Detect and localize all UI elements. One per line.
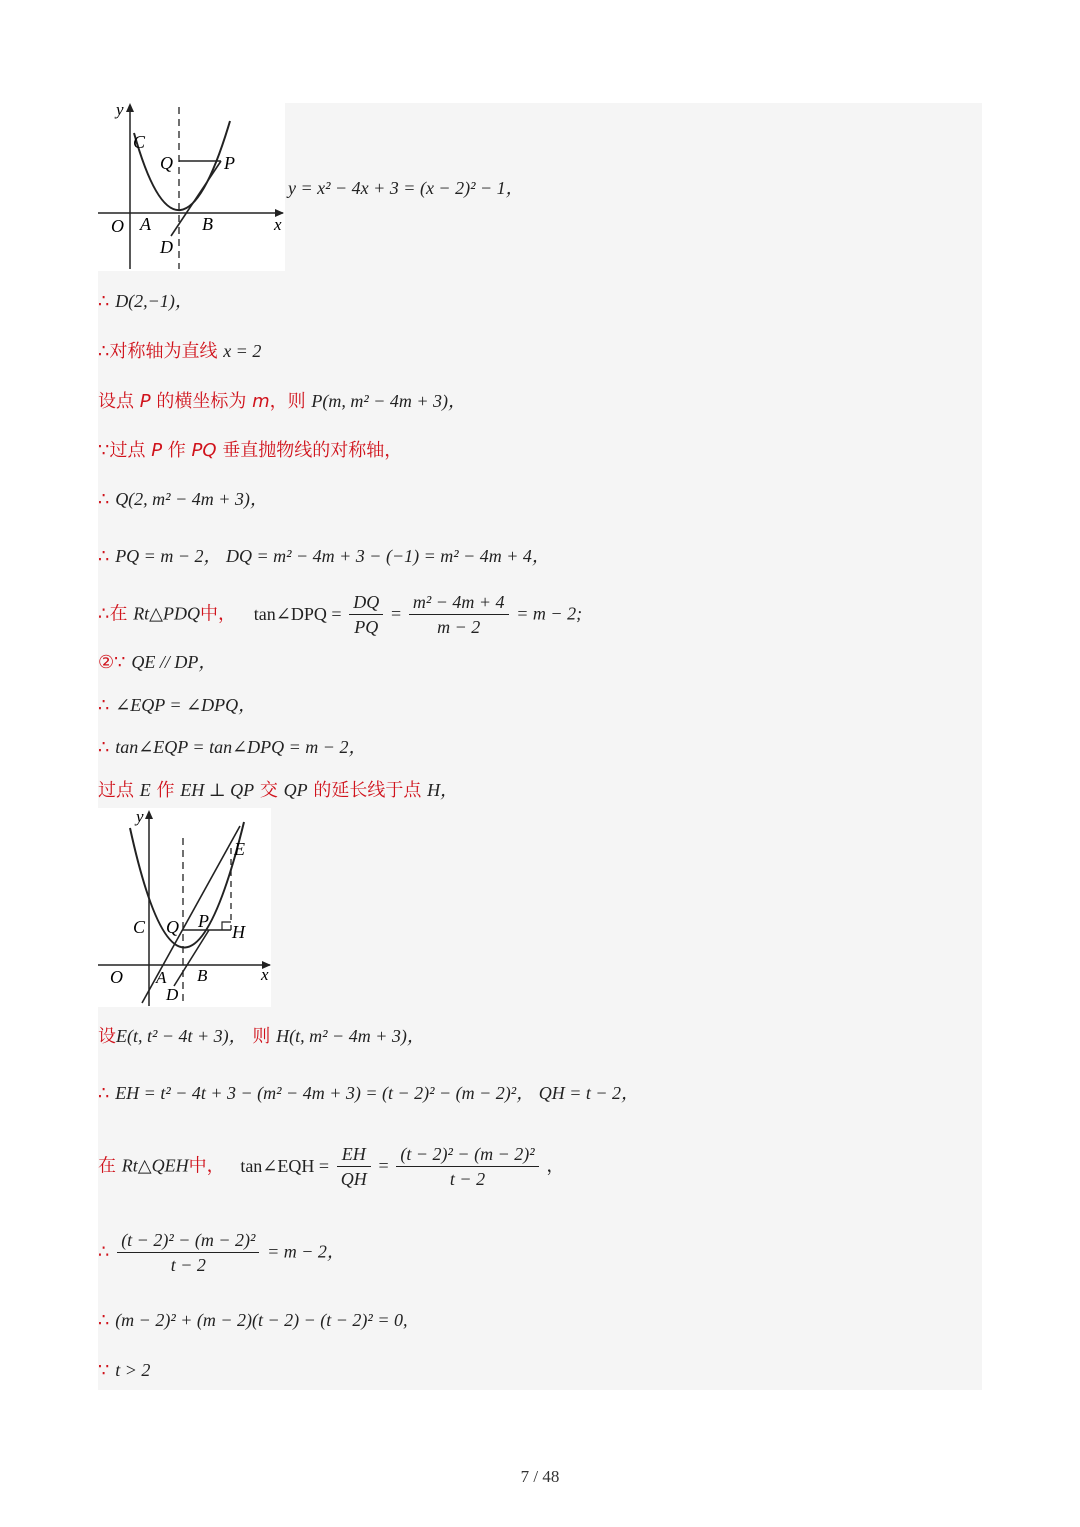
line-axis-symmetry (98, 340, 261, 363)
text-fragment: 中， (188, 1155, 225, 1177)
fraction-denominator: QH (340, 1169, 367, 1189)
parabola-equation: y = x² − 4x + 3 = (x − 2)² − 1， (288, 178, 524, 198)
line-tan-dpq (98, 590, 582, 639)
quadratic-math: (m − 2)² + (m − 2)(t − 2) − (t − 2)² = 0, (115, 1310, 408, 1330)
fraction-numerator: EH (337, 1142, 371, 1167)
fig2-label-x: x (261, 965, 269, 984)
fig1-label-p: P (224, 153, 235, 173)
because-symbol: ∵ (98, 1360, 110, 1381)
eh-qh-math: EH = t² − 4t + 3 − (m² − 4m + 3) = (t − 2)² − (m − 2)²， QH = t − 2， (115, 1083, 639, 1103)
text-fragment: 在 (109, 603, 128, 625)
fraction-denominator: t − 2 (449, 1169, 486, 1189)
tan-expression: tan∠DPQ = (253, 603, 342, 624)
line-point-q (98, 488, 268, 511)
text-fragment: 作 (156, 780, 175, 801)
therefore-symbol: ∴ (98, 341, 110, 362)
text-fragment: QP (283, 780, 308, 800)
line-eh-qh (98, 1082, 639, 1105)
text-fragment: 交 (259, 780, 278, 801)
equals-sign: = (390, 603, 402, 624)
fig1-label-c: C (133, 132, 146, 152)
triangle-name: Rt△PDQ (133, 603, 201, 624)
fraction-numerator: m² − 4m + 4 (409, 590, 509, 615)
text-fragment: PQ (191, 440, 217, 461)
axis-math: x = 2 (223, 341, 262, 361)
line-qe-parallel (98, 651, 216, 674)
fig2-label-b: B (197, 966, 208, 985)
fig1-label-x: x (274, 215, 282, 234)
therefore-symbol: ∴ (98, 695, 110, 716)
line-quadratic (98, 1309, 407, 1332)
line-vertex-d (98, 290, 193, 313)
text-fragment: 则 (252, 1026, 271, 1047)
fig2-label-p: P (198, 911, 209, 931)
line-pq-dq (98, 545, 550, 568)
line-eh-perpendicular (98, 779, 458, 802)
line-tan-eqh (98, 1142, 564, 1191)
text-fragment: 过点 (109, 440, 146, 461)
text-fragment: 的横坐标为 (156, 391, 247, 412)
fig2-label-q: Q (166, 917, 179, 937)
therefore-symbol: ∴ (98, 1241, 110, 1263)
therefore-symbol: ∴ (98, 291, 110, 312)
parabola-figure-1 (98, 103, 285, 271)
line-tan-eqp (98, 736, 366, 759)
because-symbol: ∵ (98, 440, 110, 461)
line-set-e-h (98, 1025, 425, 1048)
because-symbol: ∵ (114, 652, 126, 673)
tan-expression: tan∠EQH = (240, 1155, 330, 1176)
fig2-label-a: A (156, 968, 167, 987)
parallel-math: QE // DP， (131, 652, 217, 672)
text-fragment: 作 (167, 440, 186, 461)
fig2-label-e: E (234, 839, 245, 859)
fig2-label-c: C (133, 917, 146, 937)
fig2-label-h: H (232, 922, 245, 942)
text-fragment: 的延长线于点 (313, 780, 422, 801)
fraction-denominator: t − 2 (170, 1255, 206, 1275)
text-fragment: H， (427, 780, 459, 800)
fig1-label-o: O (111, 216, 124, 236)
fig1-label-y: y (116, 103, 124, 119)
fig1-label-a: A (140, 214, 151, 234)
fraction-denominator: PQ (354, 617, 379, 637)
axis-text: 对称轴为直线 (109, 341, 218, 362)
point-h-math: H(t, m² − 4m + 3)， (276, 1026, 425, 1046)
angle-math: ∠EQP = ∠DPQ， (115, 695, 257, 715)
fraction-m (409, 590, 509, 639)
result-expression: = m − 2， (267, 1241, 345, 1262)
fig1-label-q: Q (160, 153, 173, 173)
fig2-label-y: y (136, 808, 144, 826)
therefore-symbol: ∴ (98, 1310, 110, 1331)
equals-sign: = (378, 1155, 389, 1176)
fraction-eh-qh (337, 1142, 371, 1191)
triangle-name: Rt△QEH (121, 1155, 189, 1176)
pq-dq-math: PQ = m − 2， DQ = m² − 4m + 3 − (−1) = m² − 4m + 4， (115, 546, 550, 566)
parabola-graph-1 (98, 103, 285, 271)
text-fragment: ，则 (269, 391, 306, 412)
text-fragment: m (252, 391, 270, 412)
line-point-p (98, 390, 466, 413)
fraction-numerator: (t − 2)² − (m − 2)² (396, 1142, 538, 1167)
fraction-squares (396, 1142, 538, 1191)
text-fragment: E (139, 780, 151, 800)
parabola-figure-2 (98, 808, 271, 1007)
fig2-label-o: O (110, 967, 123, 987)
text-fragment: 中， (200, 603, 237, 625)
therefore-symbol: ∴ (98, 737, 110, 758)
perpendicular-math: EH ⊥ QP (180, 780, 255, 800)
text-fragment: P (151, 440, 163, 461)
fraction-numerator: DQ (349, 590, 383, 615)
therefore-symbol: ∴ (98, 546, 110, 567)
fraction-denominator: m − 2 (437, 617, 481, 637)
point-e-math: E(t, t² − 4t + 3)， (116, 1026, 247, 1046)
text-fragment: P (139, 391, 151, 412)
parabola-graph-2 (98, 808, 271, 1007)
punctuation: ， (546, 1155, 565, 1176)
therefore-symbol: ∴ (98, 489, 110, 510)
inequality-math: t > 2 (115, 1360, 151, 1380)
line-t-gt-2 (98, 1359, 150, 1382)
line-pq-perpendicular (98, 440, 402, 462)
page-number: 7 / 48 (520, 1467, 560, 1486)
text-fragment: 在 (98, 1155, 116, 1177)
circled-number: ② (98, 652, 115, 673)
point-p-math: P(m, m² − 4m + 3)， (311, 391, 467, 411)
result-expression: = m − 2; (516, 603, 583, 624)
fraction-numerator: (t − 2)² − (m − 2)² (117, 1228, 259, 1253)
fig1-label-d: D (160, 237, 173, 257)
text-fragment: 设 (98, 1026, 116, 1047)
fraction-squares-eq (117, 1228, 259, 1277)
therefore-symbol: ∴ (98, 1083, 110, 1104)
tan-eqp-math: tan∠EQP = tan∠DPQ = m − 2， (115, 737, 367, 757)
fig2-label-d: D (166, 985, 179, 1004)
therefore-symbol: ∴ (98, 603, 110, 625)
vertex-d-math: D(2,−1)， (115, 291, 193, 311)
point-q-math: Q(2, m² − 4m + 3)， (115, 489, 268, 509)
line-equation-m (98, 1228, 345, 1277)
line-angle-equal (98, 694, 256, 717)
text-fragment: 过点 (98, 780, 134, 801)
fraction-dq-pq (349, 590, 383, 639)
fig1-label-b: B (202, 214, 213, 234)
text-fragment: 设点 (98, 391, 134, 412)
text-fragment: 垂直抛物线的对称轴， (222, 440, 403, 461)
